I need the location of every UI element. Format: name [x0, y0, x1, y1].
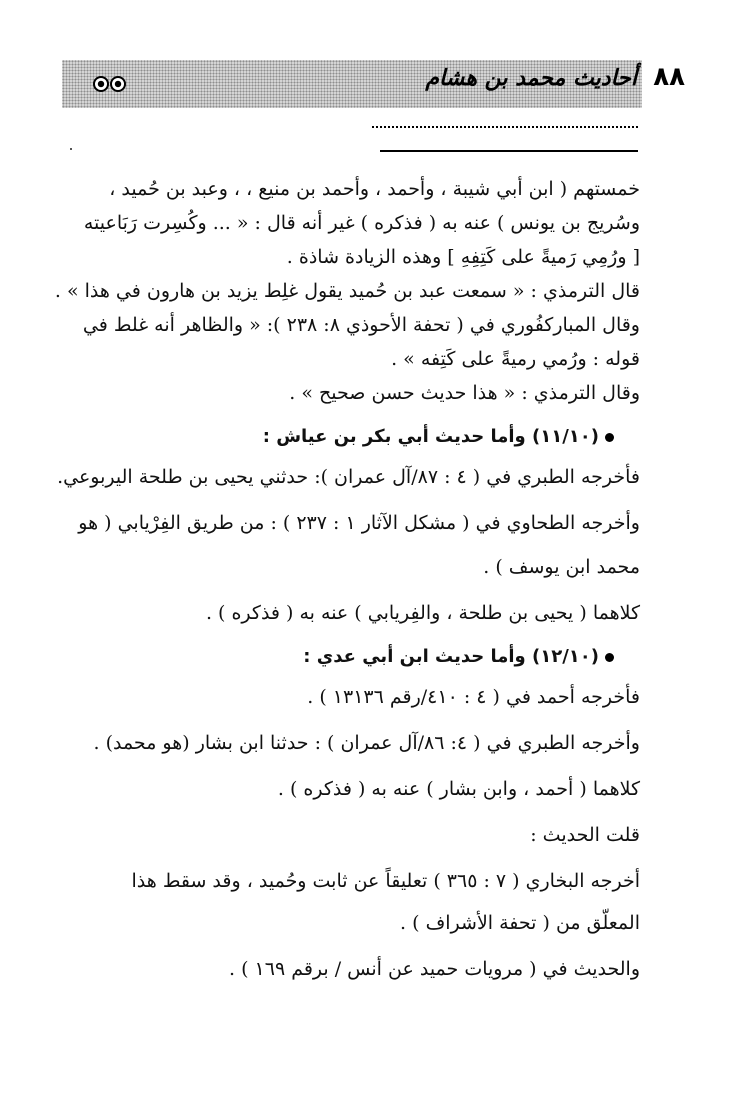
running-header-title: أحاديث محمد بن هشام: [425, 66, 637, 91]
text-line: المعلّق من ( تحفة الأشراف ) .: [400, 912, 640, 934]
solid-separator: [380, 150, 638, 152]
paragraph: [58, 864, 640, 940]
section-heading: [58, 420, 640, 454]
paragraph: [58, 308, 640, 376]
scan-speck: [70, 148, 72, 150]
text-line: وسُريج بن يونس ) عنه به ( فذكره ) غير أنه قال : « ... وكُسِرت رَبَاعيته: [83, 212, 640, 234]
section-heading-text: (١١/١٠) وأما حديث أبي بكر بن عياش :: [262, 426, 599, 447]
dotted-separator: [372, 126, 638, 128]
text-line: [ ورُمِي رَميةً على كَتِفِهِ ] وهذه الزيادة شاذة .: [286, 246, 640, 268]
bullet-icon: [605, 433, 614, 442]
paragraph: قلت الحديث :: [530, 824, 640, 846]
paragraph: [58, 172, 640, 274]
text-line: خمستهم ( ابن أبي شيبة ، وأحمد ، وأحمد بن منيع ، ، وعبد بن حُميد ،: [109, 178, 640, 200]
paragraph: [58, 506, 640, 584]
paragraph: قال الترمذي : « سمعت عبد بن حُميد يقول غلِط يزيد بن هارون في هذا » .: [54, 280, 640, 302]
text-line: أخرجه البخاري ( ٧ : ٣٦٥ ) تعليقاً عن ثابت وحُميد ، وقد سقط هذا: [131, 870, 640, 892]
paragraph: كلاهما ( يحيى بن طلحة ، والفِريابي ) عنه به ( فذكره ) .: [205, 602, 640, 624]
text-line: وأخرجه الطحاوي في ( مشكل الآثار ١ : ٢٣٧ ) : من طريق الفِرْيابي ( هو: [78, 512, 640, 534]
section-heading: [58, 640, 640, 674]
paragraph: كلاهما ( أحمد ، وابن بشار ) عنه به ( فذكره ) .: [277, 778, 640, 800]
body-text: [54, 172, 640, 986]
section-heading-text: (١٢/١٠) وأما حديث ابن أبي عدي :: [303, 646, 599, 667]
bullet-icon: [605, 653, 614, 662]
ornament-circle-icon: [110, 76, 126, 92]
page-number: ٨٨: [653, 62, 685, 92]
header-ornament-icon: [92, 76, 126, 92]
paragraph: فأخرجه الطبري في ( ٤ : ٨٧/آل عمران ): حدثني يحيى بن طلحة اليربوعي.: [57, 466, 640, 488]
paragraph: والحديث في ( مرويات حميد عن أنس / برقم ١٦٩ ) .: [229, 958, 640, 980]
text-line: محمد ابن يوسف ) .: [483, 556, 640, 578]
paragraph: وأخرجه الطبري في ( ٤: ٨٦/آل عمران ) : حدثنا ابن بشار (هو محمد) .: [93, 732, 640, 754]
text-line: وقال المباركفُوري في ( تحفة الأحوذي ٨: ٢٣٨ ): « والظاهر أنه غلط في: [82, 314, 640, 336]
text-line: قوله : ورُمي رميةً على كَتِفه » .: [391, 348, 640, 370]
paragraph: فأخرجه أحمد في ( ٤ : ٤١٠/رقم ١٣١٣٦ ) .: [307, 686, 640, 708]
paragraph: وقال الترمذي : « هذا حديث حسن صحيح » .: [289, 382, 640, 404]
ornament-circle-icon: [93, 76, 109, 92]
